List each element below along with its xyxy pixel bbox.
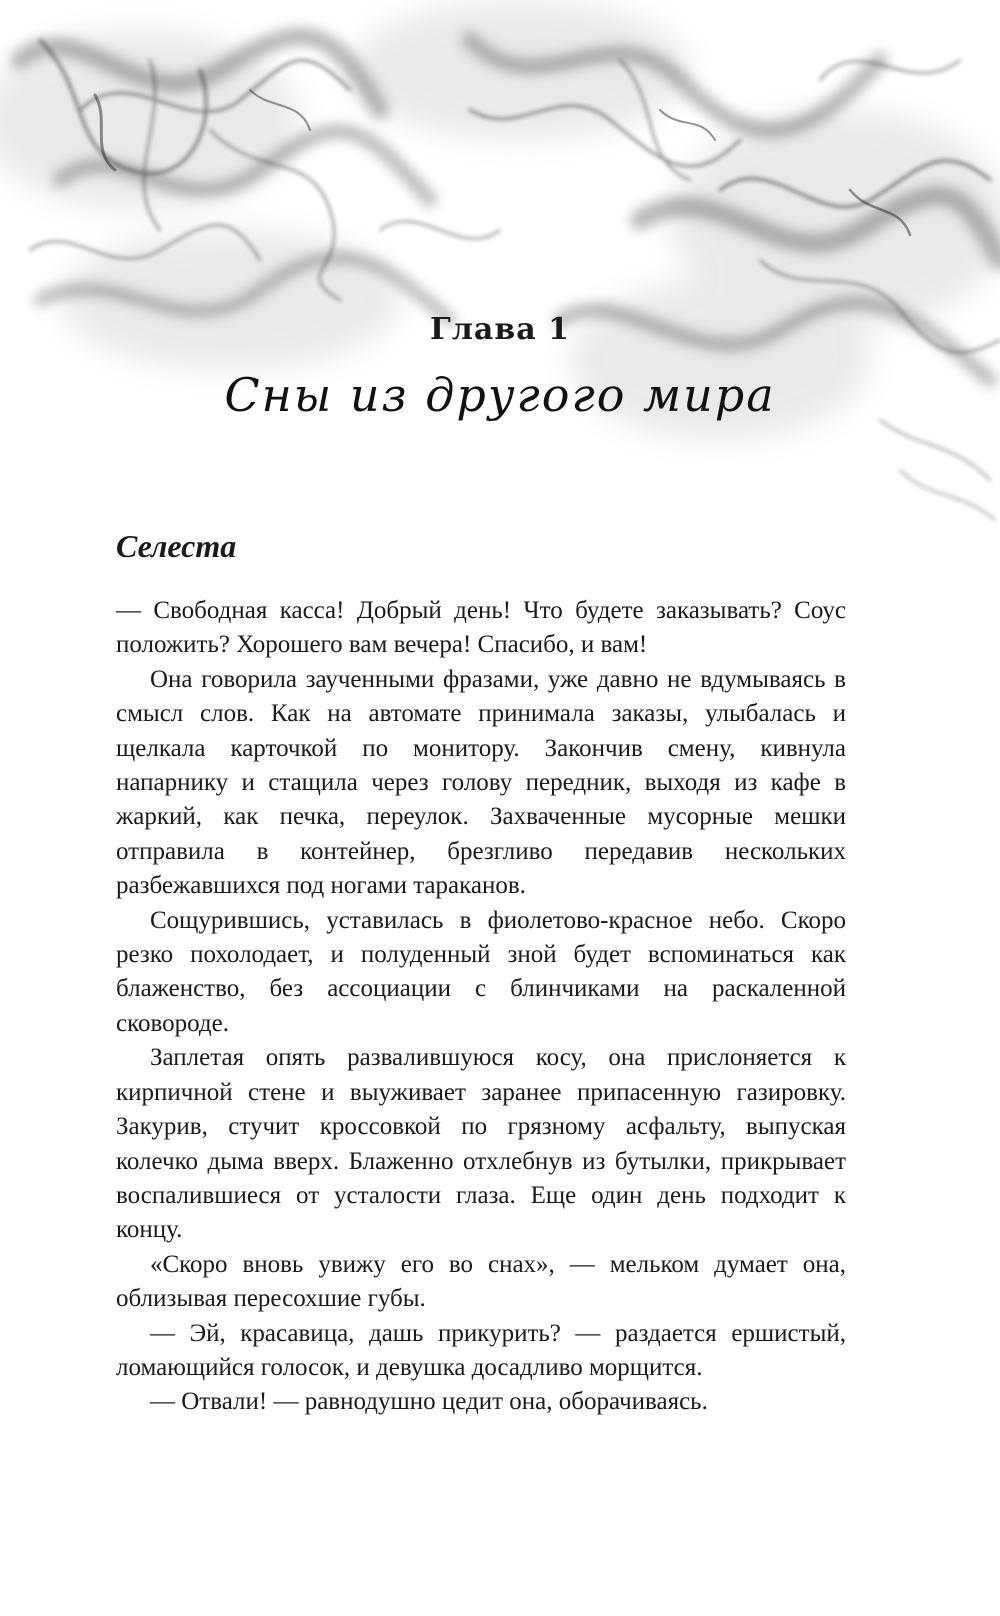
paragraph: — Отвали! — равнодушно цедит она, оборачиваясь. [150, 1388, 708, 1416]
paragraph: — Свободная касса! Добрый день! Что будете заказывать? Соус положить? Хорошего вам вечера! Спасибо, и вам! [116, 597, 846, 659]
paragraph: «Скоро вновь увижу его во снах», — мельком думает она, облизывая пересохшие губы. [116, 1250, 846, 1313]
section-heading: Селеста [116, 528, 237, 564]
smoke-decoration [0, 0, 1000, 560]
paragraph: Сощурившись, уставилась в фиолетово-красное небо. Скоро резко похолодает, и полуденный зной будет вспоминаться как блаженство, без ассоциации с блинчиками на раскаленной сковороде. [116, 906, 846, 1037]
chapter-title: Сны из другого мира [224, 368, 776, 422]
chapter-label: Глава 1 [430, 312, 570, 347]
paragraph: Она говорила заученными фразами, уже давно не вдумываясь в смысл слов. Как на автомате принимала заказы, улыбалась и щелкала карточкой по монитору. Закончив смену, кивнула напарнику и стащила через голову передник, выходя из кафе в жаркий, как печка, переулок. Захваченные мусорные мешки отправила в контейнер, брезгливо передавив нескольких разбежавшихся под ногами тараканов. [116, 665, 846, 900]
paragraph: Заплетая опять развалившуюся косу, она прислоняется к кирпичной стене и выуживает заранее припасенную газировку. Закурив, стучит кроссовкой по грязному асфальту, выпуская колечко дыма вверх. Блаженно отхлебнув из бутылки, прикрывает воспалившиеся от усталости глаза. Еще один день подходит к концу. [116, 1044, 846, 1244]
paragraph: — Эй, красавица, дашь прикурить? — раздается ершистый, ломающийся голосок, и девушка досадливо морщится. [116, 1319, 846, 1381]
body-text [116, 594, 846, 1420]
